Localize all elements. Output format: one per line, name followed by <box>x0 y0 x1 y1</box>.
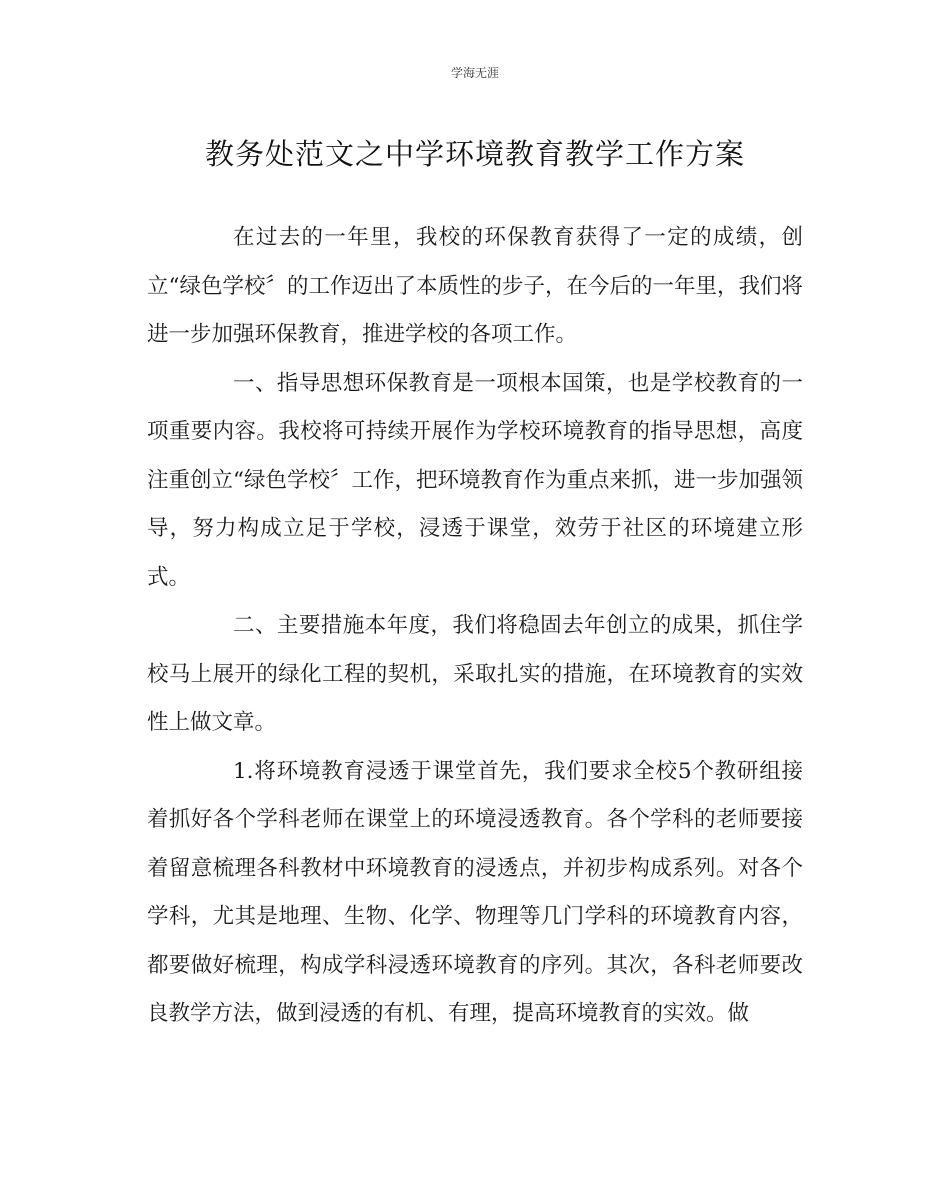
paragraph-classroom-integration: 1.将环境教育浸透于课堂首先，我们要求全校5个教研组接着抓好各个学科老师在课堂上的环境浸透教育。各个学科的老师要接着留意梳理各科教材中环境教育的浸透点，并初步构成系列。对各个学科，尤其是地理、生物、化学、物理等几门学科的环境教育内容，都要做好梳理，构成学科浸透环境教育的序列。其次，各科老师要改良教学方法，做到浸透的有机、有理，提高环境教育的实效。做 <box>147 758 803 1026</box>
document-title: 教务处范文之中学环境教育教学工作方案 <box>204 137 745 171</box>
paragraph-guiding-ideology: 一、指导思想环保教育是一项根本国策，也是学校教育的一项重要内容。我校将可持续开展作为学校环境教育的指导思想，高度注重创立“绿色学校〞工作，把环境教育作为重点来抓，进一步加强领导，努力构成立足于学校，浸透于课堂，效劳于社区的环境建立形式。 <box>147 370 803 590</box>
paragraph-intro: 在过去的一年里，我校的环保教育获得了一定的成绩，创立“绿色学校〞的工作迈出了本质性的步子，在今后的一年里，我们将进一步加强环保教育，推进学校的各项工作。 <box>147 225 803 347</box>
document-body <box>147 214 803 1039</box>
page-header: 学海无涯 <box>450 66 499 80</box>
paragraph-main-measures: 二、主要措施本年度，我们将稳固去年创立的成果，抓住学校马上展开的绿化工程的契机，采取扎实的措施，在环境教育的实效性上做文章。 <box>147 613 803 735</box>
